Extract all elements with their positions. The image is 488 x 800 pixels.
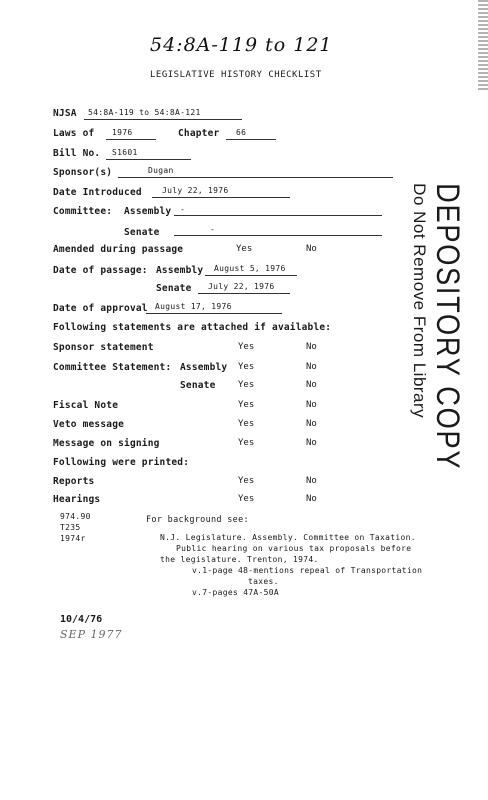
passage-senate-value: July 22, 1976: [208, 282, 275, 291]
committee-assembly-no: No: [306, 362, 317, 372]
chapter-value: 66: [236, 128, 247, 137]
printed-label: Following were printed:: [53, 457, 190, 468]
passage-senate-label: Senate: [156, 283, 192, 294]
committee-statement-assembly: Assembly: [180, 362, 228, 373]
background-line-4: v.1-page 48-mentions repeal of Transportation: [192, 566, 423, 575]
footer-date: 10/4/76: [60, 614, 103, 625]
committee-statement-label: Committee Statement:: [53, 362, 172, 373]
background-line-1: N.J. Legislature. Assembly. Committee on Taxation.: [160, 533, 416, 542]
committee-assembly-label: Assembly: [124, 206, 172, 217]
amended-yes: Yes: [236, 244, 253, 254]
hearings-label: Hearings: [53, 494, 101, 505]
chapter-underline: [226, 139, 276, 140]
passage-label: Date of passage:: [53, 265, 148, 276]
amended-label: Amended during passage: [53, 244, 184, 255]
committee-senate-label: Senate: [124, 227, 160, 238]
footer-handwritten-note: SEP 1977: [60, 628, 123, 641]
call-number-line-3: 1974r: [60, 534, 86, 543]
sponsor-statement-no: No: [306, 342, 317, 352]
laws-of-value: 1976: [112, 128, 133, 137]
laws-of-underline: [106, 139, 156, 140]
veto-message-label: Veto message: [53, 419, 125, 430]
background-line-5: taxes.: [248, 577, 279, 586]
passage-senate-underline: [198, 293, 290, 294]
njsa-label: NJSA: [53, 108, 77, 119]
veto-message-no: No: [306, 419, 317, 429]
committee-senate-yes: Yes: [238, 380, 255, 390]
call-number-line-1: 974.90: [60, 512, 91, 521]
passage-assembly-value: August 5, 1976: [214, 264, 286, 273]
sponsor-statement-yes: Yes: [238, 342, 255, 352]
background-line-6: v.7-pages 47A-50A: [192, 588, 279, 597]
sponsors-label: Sponsor(s): [53, 167, 113, 178]
date-introduced-label: Date Introduced: [53, 187, 142, 198]
sponsor-statement-label: Sponsor statement: [53, 342, 154, 353]
signing-message-no: No: [306, 438, 317, 448]
committee-senate-no: No: [306, 380, 317, 390]
approval-label: Date of approval: [53, 303, 148, 314]
veto-message-yes: Yes: [238, 419, 255, 429]
approval-value: August 17, 1976: [155, 302, 232, 311]
depository-stamp: [392, 183, 482, 472]
hearings-yes: Yes: [238, 494, 255, 504]
hearings-no: No: [306, 494, 317, 504]
committee-assembly-yes: Yes: [238, 362, 255, 372]
committee-statement-senate: Senate: [180, 380, 216, 391]
sponsors-underline: [118, 177, 393, 178]
attached-label: Following statements are attached if available:: [53, 322, 332, 333]
fiscal-note-label: Fiscal Note: [53, 400, 119, 411]
approval-underline: [146, 313, 282, 314]
bill-no-value: S1601: [112, 148, 138, 157]
bill-no-label: Bill No.: [53, 148, 101, 159]
committee-label: Committee:: [53, 206, 113, 217]
reports-label: Reports: [53, 476, 95, 487]
passage-assembly-underline: [205, 275, 297, 276]
background-label: For background see:: [146, 515, 249, 525]
sponsors-value: Dugan: [148, 166, 174, 175]
fiscal-note-no: No: [306, 400, 317, 410]
committee-senate-value: -: [210, 225, 216, 234]
date-introduced-value: July 22, 1976: [162, 186, 229, 195]
njsa-underline: [84, 119, 242, 120]
reports-yes: Yes: [238, 476, 255, 486]
chapter-label: Chapter: [178, 128, 220, 139]
amended-no: No: [306, 244, 317, 254]
handwritten-reference: 54:8A-119 to 121: [150, 34, 333, 56]
njsa-value: 54:8A-119 to 54:8A-121: [88, 108, 201, 117]
signing-message-yes: Yes: [238, 438, 255, 448]
background-line-2: Public hearing on various tax proposals before: [176, 544, 412, 553]
scan-edge-artifact: [478, 0, 488, 90]
background-line-3: the legislature. Trenton, 1974.: [160, 555, 319, 564]
committee-assembly-underline: [174, 215, 382, 216]
call-number-line-2: T235: [60, 523, 81, 532]
stamp-line-1: DEPOSITORY COPY: [430, 183, 466, 471]
signing-message-label: Message on signing: [53, 438, 160, 449]
reports-no: No: [306, 476, 317, 486]
fiscal-note-yes: Yes: [238, 400, 255, 410]
committee-assembly-value: -: [180, 205, 186, 214]
committee-senate-underline: [174, 235, 382, 236]
stamp-line-2: Do Not Remove From Library: [410, 183, 429, 419]
laws-of-label: Laws of: [53, 128, 95, 139]
page-title: LEGISLATIVE HISTORY CHECKLIST: [150, 70, 322, 80]
date-introduced-underline: [152, 197, 290, 198]
bill-no-underline: [106, 159, 191, 160]
passage-assembly-label: Assembly: [156, 265, 204, 276]
